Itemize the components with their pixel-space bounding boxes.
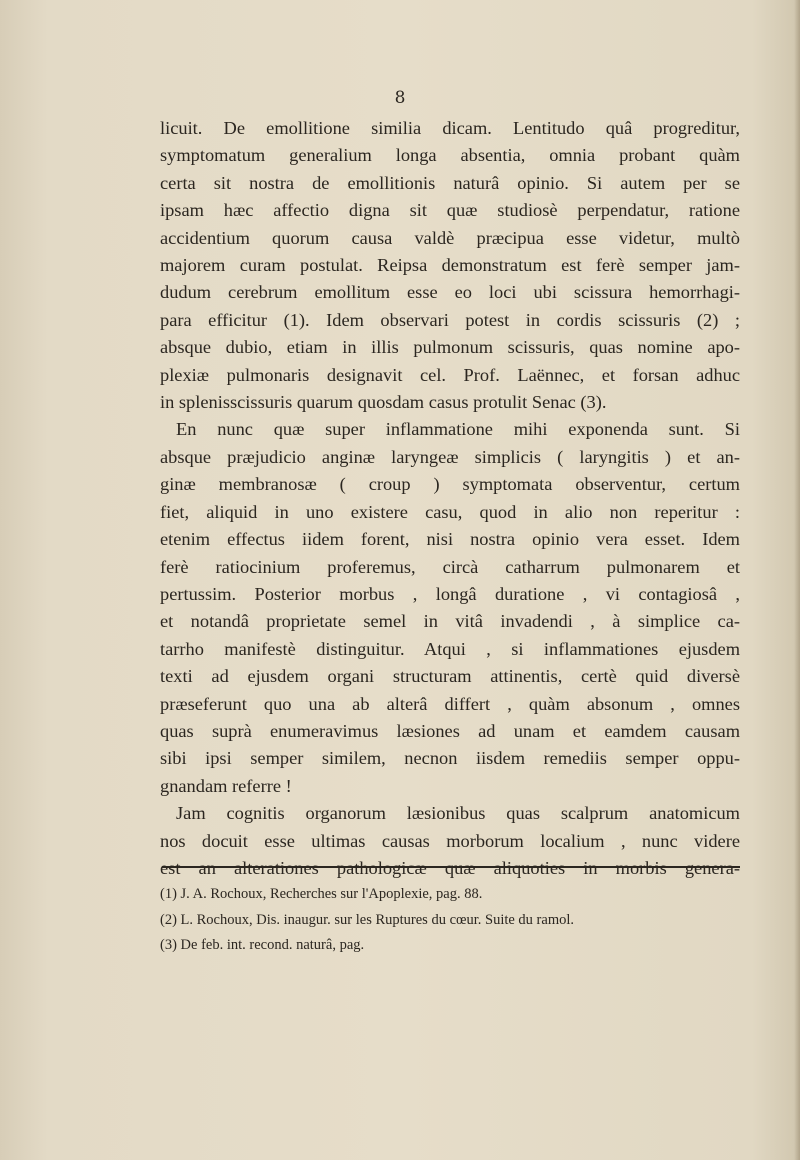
text-line: est an alterationes pathologicæ quæ aliquoties in morbis genera- [160,857,740,878]
text-line: Jam cognitis organorum læsionibus quas scalprum anatomicum [176,803,740,824]
footnote: (1) J. A. Rochoux, Recherches sur l'Apoplexie, pag. 88. [160,886,483,902]
page-number: 8 [394,88,406,108]
text-line: En nunc quæ super inflammatione mihi exponenda sunt. Si [176,419,740,440]
text-line: absque dubio, etiam in illis pulmonum scissuris, quas nomine apo- [160,337,740,358]
text-line: symptomatum generalium longa absentia, omnia probant quàm [160,145,740,166]
text-line: sibi ipsi semper similem, necnon iisdem remediis semper oppu- [160,748,740,769]
page-edge-shadow [794,0,800,1160]
text-line: in splenisscissuris quarum quosdam casus protulit Senac (3). [160,392,607,413]
text-line: præseferunt quo una ab alterâ differt , quàm absonum , omnes [160,693,740,714]
text-line: ferè ratiocinium proferemus, circà catharrum pulmonarem et [160,556,740,577]
footnote-rule [162,866,740,868]
text-line: majorem curam postulat. Reipsa demonstratum est ferè semper jam- [160,255,740,276]
text-line: accidentium quorum causa valdè præcipua esse videtur, multò [160,227,740,248]
footnote: (2) L. Rochoux, Dis. inaugur. sur les Ruptures du cœur. Suite du ramol. [160,911,575,928]
text-line: tarrho manifestè distinguitur. Atqui , si inflammationes ejusdem [160,638,740,659]
text-line: plexiæ pulmonaris designavit cel. Prof. Laënnec, et forsan adhuc [160,364,740,385]
footnotes [160,882,740,959]
text-line: texti ad ejusdem organi structuram attinentis, certè quid diversè [160,666,740,687]
body-text [160,115,740,882]
text-line: ginæ membranosæ ( croup ) symptomata observentur, certum [160,474,740,495]
text-line: dudum cerebrum emollitum esse eo loci ubi scissura hemorrhagi- [160,282,740,303]
text-line: etenim effectus iidem forent, nisi nostra opinio vera esset. Idem [160,529,740,550]
text-line: licuit. De emollitione similia dicam. Lentitudo quâ progreditur, [160,118,740,138]
text-line: gnandam referre ! [160,775,292,796]
text-line: certa sit nostra de emollitionis naturâ opinio. Si autem per se [160,172,740,193]
text-line: pertussim. Posterior morbus , longâ duratione , vi contagiosâ , [160,583,740,604]
text-line: quas suprà enumeravimus læsiones ad unam et eamdem causam [160,720,740,741]
footnote: (3) De feb. int. recond. naturâ, pag. [160,937,365,953]
text-line: para efficitur (1). Idem observari potest in cordis scissuris (2) ; [160,309,740,330]
text-line: ipsam hæc affectio digna sit quæ studiosè perpendatur, ratione [160,200,740,221]
text-line: absque præjudicio anginæ laryngeæ simplicis ( laryngitis ) et an- [160,446,740,467]
text-line: nos docuit esse ultimas causas morborum localium , nunc videre [160,830,740,851]
text-line: fiet, aliquid in uno existere casu, quod in alio non reperitur : [160,501,740,522]
text-line: et notandâ proprietate semel in vitâ invadendi , à simplice ca- [160,611,740,632]
